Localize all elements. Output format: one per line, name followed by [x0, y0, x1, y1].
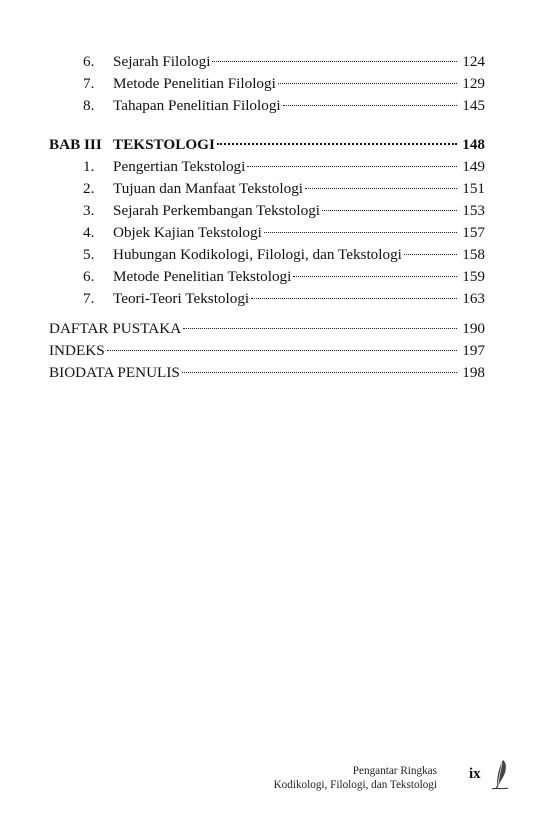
toc-entry-number: 6.	[83, 268, 95, 285]
toc-entry-number: 3.	[83, 202, 95, 219]
toc-entry[interactable]	[49, 95, 485, 117]
toc-entry-number: 8.	[83, 97, 95, 114]
toc-entry-page: 149	[462, 158, 485, 175]
toc-entry-title: Objek Kajian Tekstologi	[113, 224, 262, 241]
toc-entry-page: 190	[462, 320, 485, 337]
toc-entry-number: 4.	[83, 224, 95, 241]
toc-entry[interactable]	[49, 73, 485, 95]
toc-entry[interactable]	[49, 222, 485, 244]
toc-entry-page: 163	[462, 290, 485, 307]
dot-leader	[183, 328, 457, 329]
toc-entry-page: 157	[462, 224, 485, 241]
page-number: ix	[469, 766, 481, 782]
toc-entry-title: Metode Penelitian Filologi	[113, 75, 276, 92]
toc-entry[interactable]	[49, 244, 485, 266]
dot-leader	[322, 210, 457, 211]
toc-entry-page: 151	[462, 180, 485, 197]
toc-entry-title: Metode Penelitian Tekstologi	[113, 268, 292, 285]
footer-line-2: Kodikologi, Filologi, dan Tekstologi	[273, 779, 437, 791]
toc-entry-title: BIODATA PENULIS	[49, 364, 180, 381]
toc-entry-number: 6.	[83, 53, 95, 70]
toc-entry[interactable]	[49, 288, 485, 310]
quill-icon	[490, 759, 510, 791]
toc-entry-title: DAFTAR PUSTAKA	[49, 320, 182, 337]
toc-entry-number: 7.	[83, 290, 95, 307]
toc-entry-number: 5.	[83, 246, 95, 263]
dot-leader	[278, 83, 457, 84]
dot-leader	[283, 105, 457, 106]
toc-backmatter-entry[interactable]	[49, 340, 485, 362]
dot-leader	[212, 61, 457, 62]
toc-entry-page: 145	[462, 97, 485, 114]
toc-entry-title: Sejarah Filologi	[113, 53, 211, 70]
toc-entry[interactable]	[49, 200, 485, 222]
dot-leader	[305, 188, 457, 189]
dot-leader	[251, 298, 457, 299]
toc-entry-number: 2.	[83, 180, 95, 197]
toc-chapter-entry[interactable]	[49, 134, 485, 156]
toc-entry-page: 197	[462, 342, 485, 359]
footer-line-1: Pengantar Ringkas	[352, 765, 437, 777]
dot-leader	[264, 232, 457, 233]
toc-entry-page: 158	[462, 246, 485, 263]
toc-entry-title: Teori-Teori Tekstologi	[113, 290, 250, 307]
toc-entry-title: INDEKS	[49, 342, 105, 359]
toc-entry-page: 129	[462, 75, 485, 92]
dot-leader	[404, 254, 457, 255]
toc-entry-title: Sejarah Perkembangan Tekstologi	[113, 202, 321, 219]
toc-entry-page: 153	[462, 202, 485, 219]
dot-leader	[182, 372, 457, 373]
toc-entry-title: Tujuan dan Manfaat Tekstologi	[113, 180, 304, 197]
chapter-title: TEKSTOLOGI	[113, 136, 215, 153]
chapter-label: BAB III	[49, 136, 102, 153]
toc-entry-number: 1.	[83, 158, 95, 175]
toc-entry[interactable]	[49, 266, 485, 288]
dot-leader	[217, 143, 457, 145]
toc-backmatter-entry[interactable]	[49, 362, 485, 384]
toc-entry-title: Hubungan Kodikologi, Filologi, dan Tekstologi	[113, 246, 402, 263]
running-footer	[274, 764, 437, 792]
chapter-page: 148	[462, 136, 485, 153]
toc-entry-page: 124	[462, 53, 485, 70]
toc-entry[interactable]	[49, 178, 485, 200]
toc-entry[interactable]	[49, 156, 485, 178]
toc-entry-page: 198	[462, 364, 485, 381]
toc-entry-title: Tahapan Penelitian Filologi	[113, 97, 281, 114]
dot-leader	[293, 276, 457, 277]
toc-entry-title: Pengertian Tekstologi	[113, 158, 246, 175]
dot-leader	[107, 350, 457, 351]
table-of-contents	[49, 51, 485, 384]
toc-entry-number: 7.	[83, 75, 95, 92]
toc-entry-page: 159	[462, 268, 485, 285]
toc-entry[interactable]	[49, 51, 485, 73]
toc-backmatter-entry[interactable]	[49, 318, 485, 340]
dot-leader	[247, 166, 457, 167]
